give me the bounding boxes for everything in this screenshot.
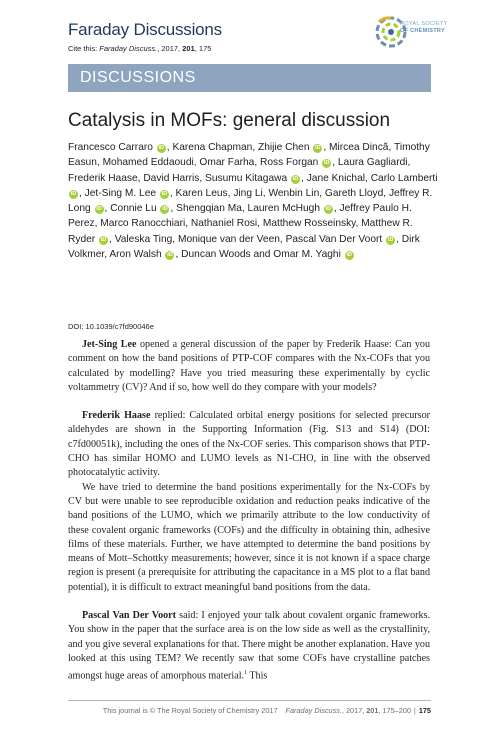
paragraph-text: This (247, 670, 268, 682)
author-name: Karen Leus (175, 187, 228, 199)
author-name: Marco Ranocchiari (100, 218, 186, 230)
paragraph-text: replied: Calculated orbital energy positions for selected precursor aldehydes are shown in the Supporting Information (Fig. S13 and S14) (DOI: c7fd00051k), including the ones of the Nx-COF series. This comparison shows that PTP-CHO has similar HOMO and LUMO levels as N1-CHO, in line with the observed photocatalytic activity. (68, 410, 431, 479)
author-name: Omar Farha (199, 157, 255, 169)
cite-volume: 201 (182, 44, 195, 53)
author-name: Aron Walsh (109, 249, 162, 261)
orcid-icon[interactable]: iD (323, 160, 330, 167)
author-name: Mohamed Eddaoudi (102, 157, 194, 169)
author-name: Gareth Lloyd (324, 187, 384, 199)
orcid-icon[interactable]: iD (387, 236, 394, 243)
orcid-icon[interactable]: iD (315, 145, 321, 151)
author-name: Karena Chapman (172, 142, 253, 153)
author-name: Jing Li (233, 187, 263, 199)
author-name: Jet-Sing M. Lee (84, 187, 157, 199)
orcid-icon[interactable]: iD (158, 145, 165, 151)
author-name: Pascal Van Der Voort (285, 233, 383, 245)
author-name: Laura Gagliardi (337, 157, 408, 169)
footer-copyright: This journal is © The Royal Society of Chemistry 2017 (102, 706, 278, 715)
footer-divider (68, 700, 431, 701)
author-name: David Harris (143, 172, 200, 184)
speaker-name: Frederik Haase (82, 410, 151, 422)
cite-prefix: Cite this: (68, 44, 100, 53)
orcid-icon[interactable]: iD (162, 206, 168, 213)
author-list: Francesco Carraro iD , Karena Chapman, Zhijie Chen iD , Mircea Dincă, Timothy Easun, Mohamed Eddaoudi, Omar Farha, Ross Forgan iD , Laura Gagliardi, Frederik Haase, David Harris, Susumu Kitagawa iD , Jane Knichal, Carlo Lamberti iD , Jet-Sing M. Lee iD , Karen Leus, Jing Li, Wenbin Lin, Gareth Lloyd, Jeffrey R. Long iD , Connie Lu iD , Shengqian Ma, Lauren McHugh iD , Jeffrey Paulo H. Perez, Marco Ranocchiari, Nathaniel Rosi, Matthew Rosseinsky, Matthew R. Ryder iD , Valeska Ting, Monique van der Veen, Pascal Van Der Voort iD , Dirk Volkmer, Aron Walsh iD , Duncan Woods and Omar M. Yaghi iD (68, 142, 438, 261)
cite-year: , 2017, (157, 44, 183, 53)
author-name: Mircea Dincă (329, 142, 389, 153)
speaker-name: Jet-Sing Lee (82, 339, 137, 350)
author-name: Jeffrey Paulo H. Perez (68, 203, 412, 230)
cite-page: , 175 (194, 44, 212, 53)
footer-pages: , 175–200 (378, 706, 411, 715)
author-name: Frederik Haase (68, 172, 138, 184)
page-number: 175 (418, 706, 431, 715)
footer-year: , 2017, (341, 706, 367, 715)
author-name: Matthew R. Ryder (68, 218, 413, 245)
author-name: Jeffrey R. Long (68, 187, 433, 215)
rsc-logo-line2: OF CHEMISTRY (400, 28, 445, 34)
paragraph-text: We have tried to determine the band positions experimentally for the Nx-COFs by CV but were unable to see reproducible oxidation and reduction peaks indicative of the band positions of the LUMO, which we primarily attribute to the low conductivity of these covalent organic frameworks (COFs) and the difficulty in obtaining thin, adhesive films of these materials. Further, we have attempted to determine the band positions by means of Mott–Schottky measurements; however, since it is not known if a space charge region is present (a prerequisite for attributing the capacitance in a MS plot to a flat band potential), it is difficult to extract meaningful band positions from the data. (68, 481, 430, 593)
author-name: Susumu Kitagawa (205, 172, 288, 184)
orcid-icon[interactable]: iD (96, 206, 102, 213)
author-name: Matthew Rosseinsky (262, 218, 356, 230)
author-name: Monique van der Veen (177, 233, 280, 245)
author-name: Lauren McHugh (247, 203, 321, 215)
banner-label: DISCUSSIONS (80, 69, 196, 86)
author-name: Nathaniel Rosi (190, 218, 258, 230)
orcid-icon[interactable]: iD (346, 252, 352, 259)
paragraph-3 (68, 481, 430, 595)
rsc-logo-text (400, 21, 448, 35)
author-name: Connie Lu (110, 203, 157, 215)
page-footer: This journal is © The Royal Society of Chemistry 2017 Faraday Discuss., 2017, 201, 175–200 | 175 (102, 706, 431, 715)
footer-volume: 201 (366, 706, 379, 715)
footer-journal: Faraday Discuss. (285, 706, 342, 715)
orcid-icon[interactable]: iD (325, 206, 332, 213)
orcid-icon[interactable]: iD (161, 190, 168, 197)
article-body (68, 338, 430, 684)
author-name: Carlo Lamberti (370, 172, 438, 184)
author-name: Ross Forgan (260, 157, 319, 169)
paragraph-1 (68, 338, 430, 395)
section-banner (68, 64, 431, 92)
cite-journal: Faraday Discuss. (99, 44, 158, 53)
citation-line (68, 44, 211, 53)
paragraph-text: opened a general discussion of the paper by Frederik Haase: Can you comment on how the band positions of PTP-COF compares with the Nx-COFs that you calculated by modelling? Have you tried measuring these experimentally by cyclic voltammetry (CV)? And if so, how well do they compare with your models? (68, 339, 430, 393)
rsc-logo-line1: ROYAL SOCIETY (400, 21, 448, 27)
reference-marker[interactable]: 1 (244, 670, 248, 677)
paragraph-text: said: I enjoyed your talk about covalent organic frameworks. You show in the paper that the surface area is on the low side as well as the crystallinity, and you give several explanations for that. There might be another explanation. Have you looked at this using TEM? We recently saw that some COFs have crystalline patches amongst huge areas of amorphous material. (68, 610, 430, 682)
speaker-name: Pascal Van Der Voort (82, 610, 177, 622)
author-name: Francesco Carraro (68, 142, 153, 153)
author-name: Jane Knichal (306, 172, 366, 184)
orcid-icon[interactable]: iD (292, 175, 299, 182)
doi: DOI: 10.1039/c7fd90046e (68, 322, 154, 331)
orcid-icon[interactable]: iD (70, 190, 77, 197)
paragraph-2 (68, 409, 430, 480)
author-name: Timothy Easun (68, 142, 430, 169)
orcid-icon[interactable]: iD (100, 236, 107, 243)
author-name: Zhijie Chen (257, 142, 310, 153)
journal-title: Faraday Discussions (68, 20, 222, 39)
author-name: Wenbin Lin (268, 187, 320, 199)
author-name: Duncan Woods (181, 249, 251, 261)
author-name: Dirk Volkmer (68, 233, 420, 261)
author-name: Valeska Ting (114, 233, 173, 245)
orcid-icon[interactable]: iD (167, 252, 173, 259)
article-title: Catalysis in MOFs: general discussion (68, 110, 391, 131)
author-name: Omar M. Yaghi (273, 249, 341, 261)
author-name: Shengqian Ma (176, 203, 242, 215)
paragraph-4 (68, 609, 430, 684)
